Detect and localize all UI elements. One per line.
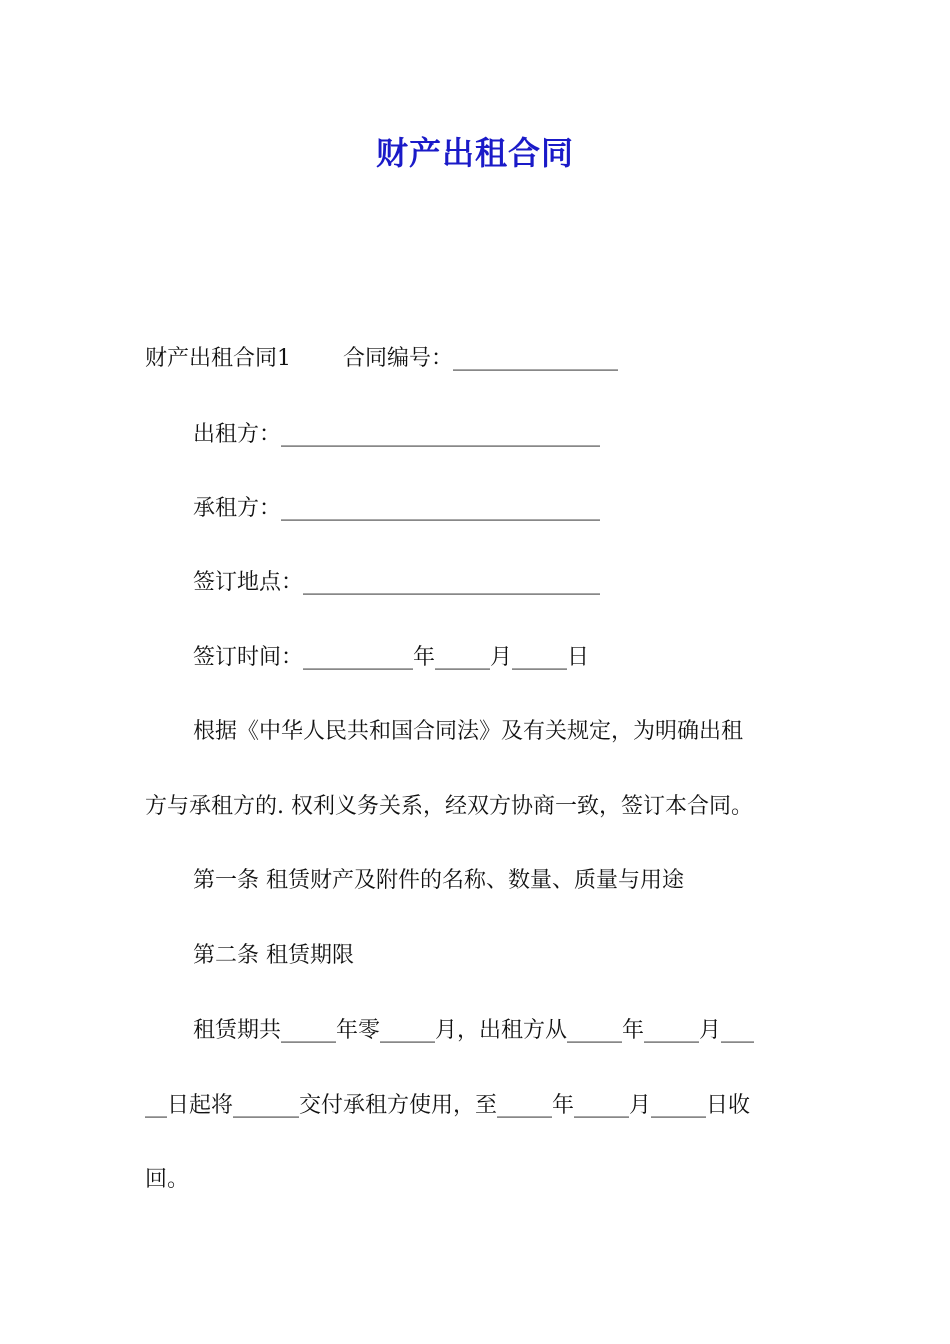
sign-place-field: 签订地点：___________________________ bbox=[193, 570, 601, 595]
article-2-heading: 第二条 租赁期限 bbox=[193, 943, 354, 968]
term-line-2: __日起将______交付承租方使用，至_____年_____月_____日收 bbox=[145, 1093, 751, 1118]
article-1-heading: 第一条 租赁财产及附件的名称、数量、质量与用途 bbox=[193, 868, 684, 893]
term-line-1: 租赁期共_____年零_____月，出租方从_____年_____月___ bbox=[193, 1018, 755, 1043]
term-line-3: 回。 bbox=[145, 1167, 190, 1192]
preamble-line-2: 方与承租方的. 权利义务关系，经双方协商一致，签订本合同。 bbox=[145, 794, 753, 819]
lessee-field: 承租方：_____________________________ bbox=[193, 496, 601, 521]
sign-time-field: 签订时间：__________年_____月_____日 bbox=[193, 645, 590, 670]
lessor-field: 出租方：_____________________________ bbox=[193, 422, 601, 447]
preamble-line-1: 根据《中华人民共和国合同法》及有关规定，为明确出租 bbox=[193, 719, 744, 744]
contract-number-field: 合同编号：_______________ bbox=[343, 346, 619, 371]
section-label: 财产出租合同1 bbox=[145, 346, 291, 371]
header-line bbox=[145, 344, 815, 374]
document-title: 财产出租合同 bbox=[375, 134, 574, 172]
